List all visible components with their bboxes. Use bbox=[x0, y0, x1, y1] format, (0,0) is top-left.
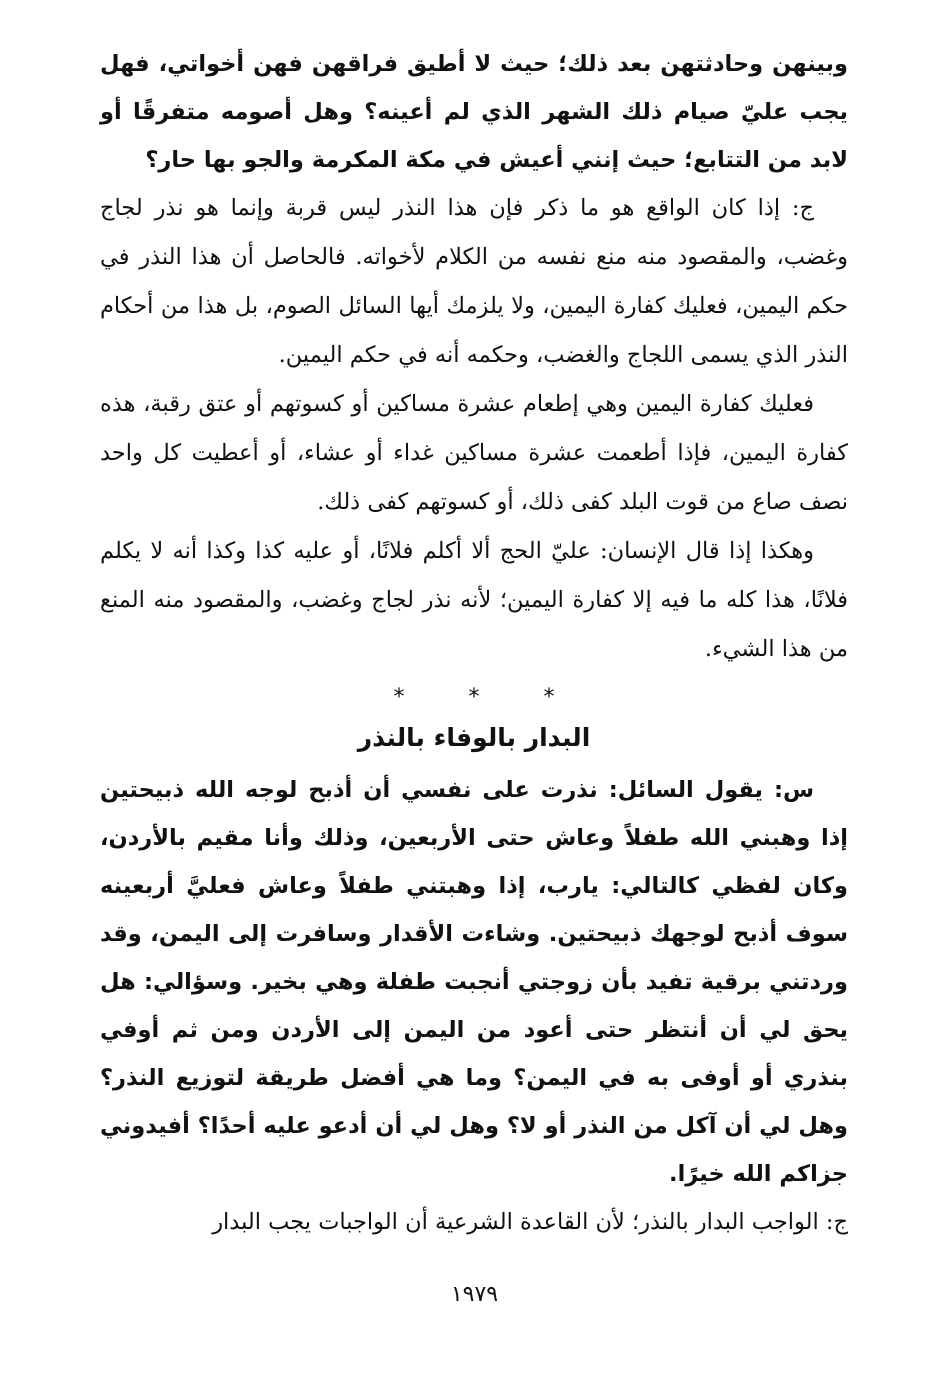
question-text-continued: وبينهن وحادثتهن بعد ذلك؛ حيث لا أطيق فراقهن فهن أخواتي، فهل يجب عليّ صيام ذلك الشهر الذي لم أعينه؟ وهل أصومه متفرقًا أو لابد من التتابع؛ حيث إنني أعيش في مكة المكرمة والجو بها حار؟ bbox=[100, 51, 848, 173]
answer-paragraph-start: ج: الواجب البدار بالنذر؛ لأن القاعدة الشرعية أن الواجبات يجب البدار bbox=[212, 1209, 848, 1235]
separator-star-icon: * bbox=[468, 685, 480, 710]
answer-paragraph: وهكذا إذا قال الإنسان: عليّ الحج ألا أكلم فلانًا، أو عليه كذا وكذا أنه لا يكلم فلانًا، هذا كله ما فيه إلا كفارة اليمين؛ لأنه نذر لجاج وغضب، والمقصود منه المنع من هذا الشيء. bbox=[100, 538, 848, 662]
answer-paragraph: فعليك كفارة اليمين وهي إطعام عشرة مساكين أو كسوتهم أو عتق رقبة، هذه كفارة اليمين، فإذا أطعمت عشرة مساكين غداء أو عشاء، أو أعطيت كل واحد نصف صاع من قوت البلد كفى ذلك، أو كسوتهم كفى ذلك. bbox=[100, 391, 848, 515]
section-heading: البدار بالوفاء بالنذر bbox=[357, 723, 591, 752]
answer-paragraph: ج: إذا كان الواقع هو ما ذكر فإن هذا النذر ليس قربة وإنما هو نذر لجاج وغضب، والمقصود منه منع نفسه من الكلام لأخواته. فالحاصل أن هذا النذر في حكم اليمين، فعليك كفارة اليمين، ولا يلزمك أيها السائل الصوم، بل هذا من أحكام النذر الذي يسمى اللجاج والغضب، وحكمه أنه في حكم اليمين. bbox=[100, 195, 848, 368]
page-number: ١٩٧٩ bbox=[450, 1282, 499, 1307]
section-separator bbox=[100, 680, 848, 716]
page-body bbox=[100, 40, 848, 1247]
question-text: س: يقول السائل: نذرت على نفسي أن أذبح لوجه الله ذبيحتين إذا وهبني الله طفلاً وعاش حتى الأربعين، وذلك وأنا مقيم بالأردن، وكان لفظي كالتالي: يارب، إذا وهبتني طفلاً وعاش فعليَّ أربعينه سوف أذبح لوجهك ذبيحتين. وشاءت الأقدار وسافرت إلى اليمن، وقد وردتني برقية تفيد بأن زوجتي أنجبت طفلة وهي بخير. وسؤالي: هل يحق لي أن أنتظر حتى أعود من اليمن إلى الأردن ومن ثم أوفي بنذري أو أوفى به في اليمن؟ وما هي أفضل طريقة لتوزيع النذر؟ وهل لي أن آكل من النذر أو لا؟ وهل لي أن أدعو عليه أحدًا؟ أفيدوني جزاكم الله خيرًا. bbox=[100, 777, 848, 1187]
separator-star-icon: * bbox=[393, 685, 405, 710]
separator-star-icon: * bbox=[543, 685, 555, 710]
